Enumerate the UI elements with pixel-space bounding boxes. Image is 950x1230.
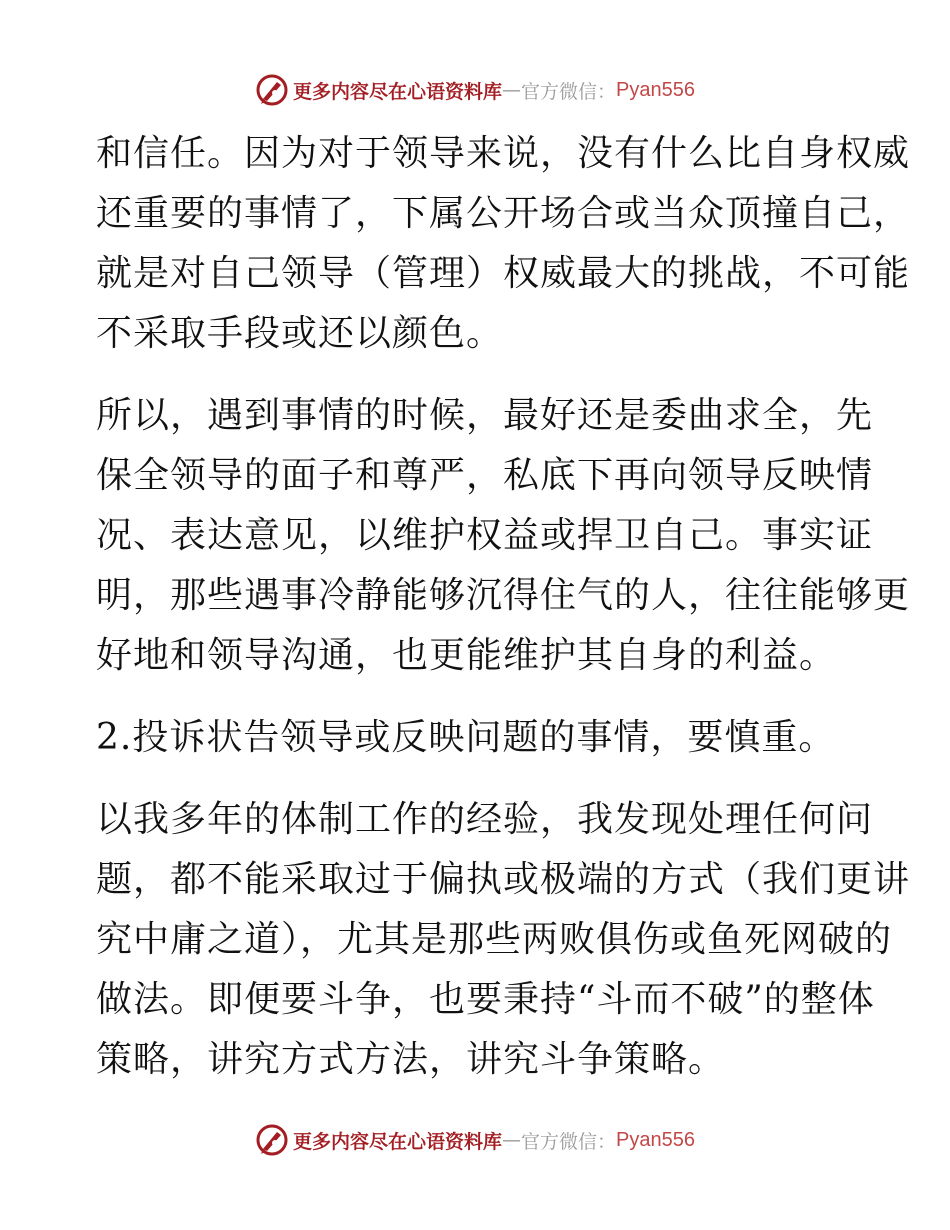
header-dash: — (502, 79, 522, 101)
footer-banner (0, 1120, 950, 1160)
paragraph-2 (96, 386, 911, 686)
text-line: 做法。即便要斗争，也要秉持“斗而不破”的整体 (96, 979, 875, 1020)
paragraph-heading-2 (96, 708, 856, 768)
text-line: 就是对自己领导（管理）权威最大的挑战，不可能 (96, 253, 911, 294)
paragraph-1 (96, 124, 911, 364)
footer-site-text: 更多内容尽在心语资料库 (293, 1130, 503, 1153)
text-line: 不采取手段或还以颜色。 (96, 313, 504, 354)
footer-dash: — (502, 1129, 522, 1151)
footer-wechat-id: Pyan556 (616, 1128, 695, 1151)
text-line: 策略，讲究方式方法，讲究斗争策略。 (96, 1039, 726, 1080)
text-line: 究中庸之道），尤其是那些两败俱伤或鱼死网破的 (96, 919, 893, 960)
pen-logo-icon (255, 1123, 289, 1157)
header-wechat-label: 官方微信： (521, 80, 617, 103)
section-heading: 2.投诉状告领导或反映问题的事情，要慎重。 (96, 717, 836, 758)
text-line: 题，都不能采取过于偏执或极端的方式（我们更讲 (96, 859, 911, 900)
text-line: 保全领导的面子和尊严，私底下再向领导反映情 (96, 455, 874, 496)
text-line: 明，那些遇事冷静能够沉得住气的人，往往能够更 (96, 575, 911, 616)
header-banner (0, 70, 950, 110)
text-line: 以我多年的体制工作的经验，我发现处理任何问 (96, 799, 874, 840)
text-line: 好地和领导沟通，也更能维护其自身的利益。 (96, 635, 837, 676)
header-site-text: 更多内容尽在心语资料库 (293, 80, 503, 103)
footer-wechat-label: 官方微信： (521, 1130, 617, 1153)
paragraph-3 (96, 790, 911, 1090)
text-line: 还重要的事情了，下属公开场合或当众顶撞自己， (96, 193, 911, 234)
text-line: 和信任。因为对于领导来说，没有什么比自身权威 (96, 133, 911, 174)
pen-logo-icon (255, 73, 289, 107)
text-line: 所以，遇到事情的时候，最好还是委曲求全，先 (96, 395, 874, 436)
text-line: 况、表达意见，以维护权益或捍卫自己。事实证 (96, 515, 874, 556)
header-wechat-id: Pyan556 (616, 78, 695, 101)
document-body (96, 124, 911, 1112)
